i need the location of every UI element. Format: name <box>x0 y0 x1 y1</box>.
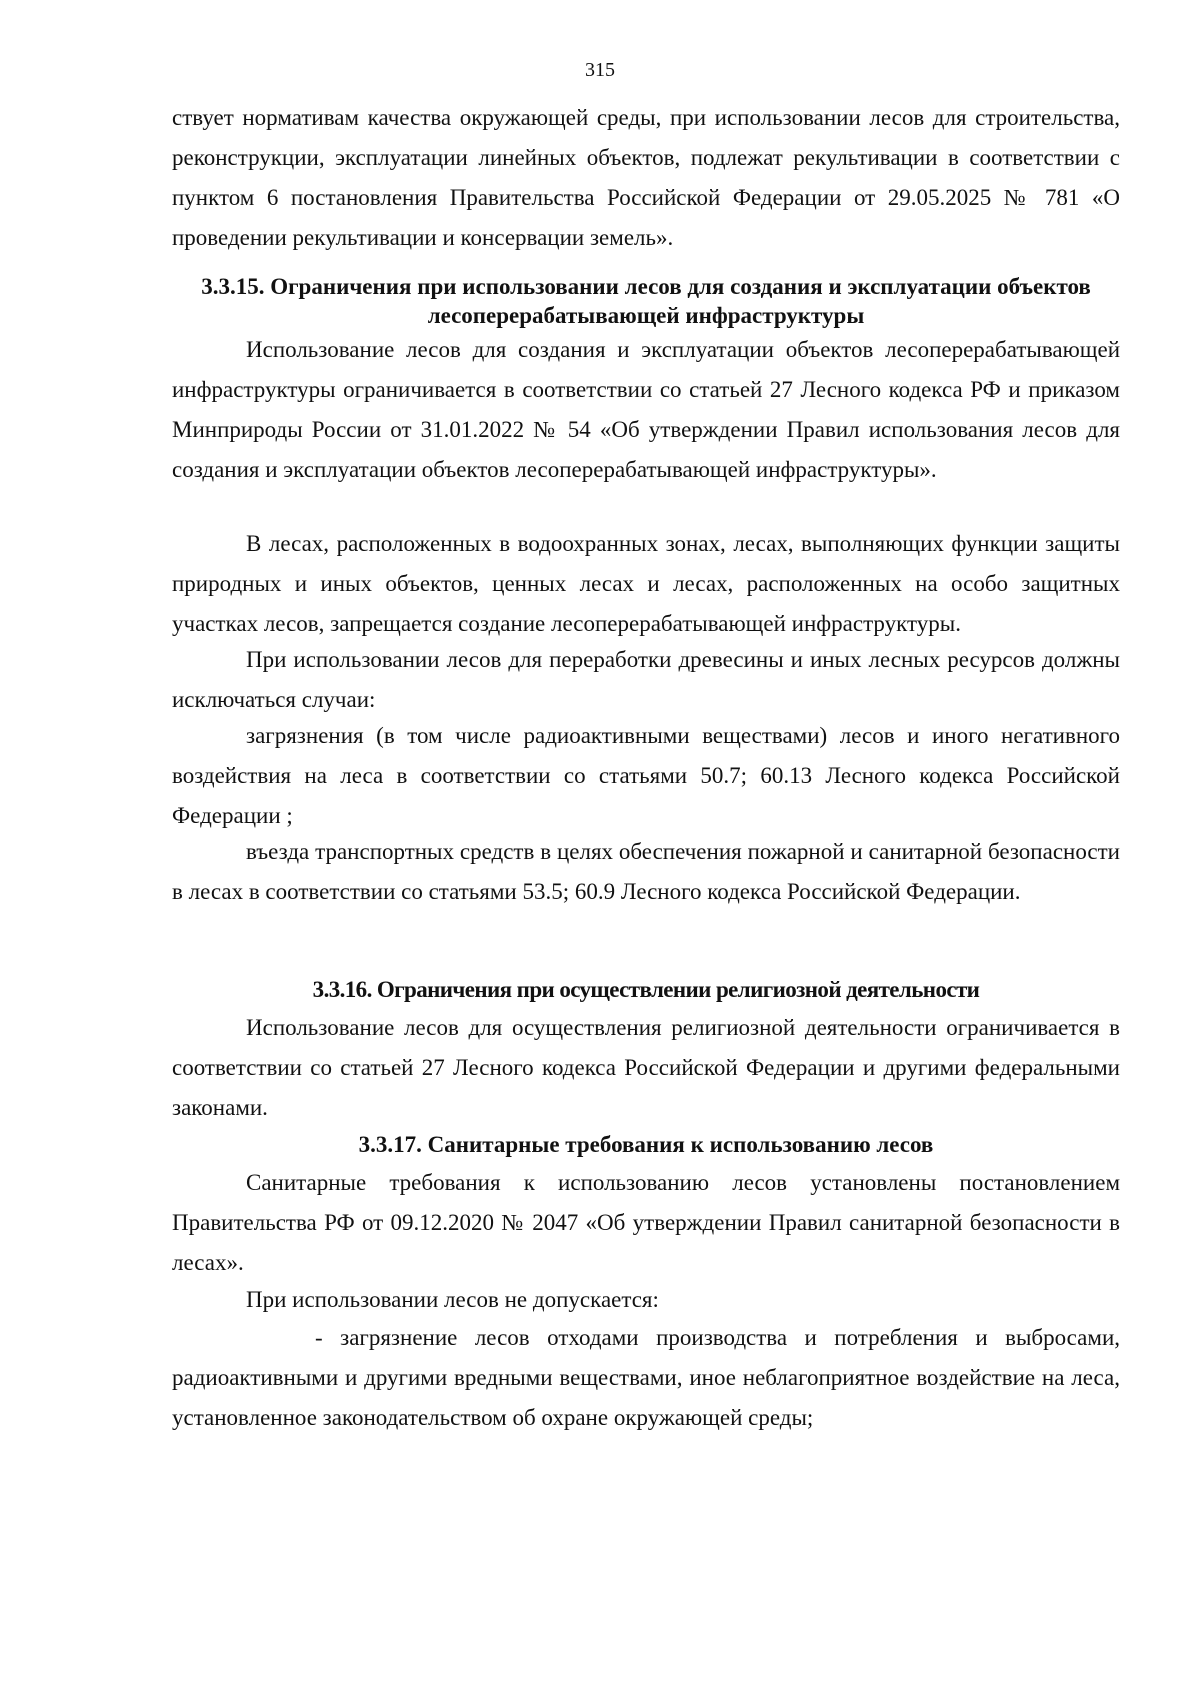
paragraph-list-item: - загрязнение лесов отходами производства и потребления и выбросами, радиоактивными и другими вредными веществами, иное неблагоприятное воздействие на леса, установленное законодательством об охране окружающей среды; <box>172 1325 1120 1430</box>
section-heading-3-3-15: 3.3.15. Ограничения при использовании лесов для создания и эксплуатации объектов лесоперерабатывающей инфраструктуры <box>201 274 1091 328</box>
paragraph-body: Использование лесов для осуществления религиозной деятельности ограничивается в соответствии со статьей 27 Лесного кодекса Российской Федерации и другими федеральными законами. <box>172 1015 1120 1120</box>
paragraph-body: При использовании лесов для переработки древесины и иных лесных ресурсов должны исключаться случаи: <box>172 647 1120 712</box>
paragraph-list-item: загрязнения (в том числе радиоактивными веществами) лесов и иного негативного воздействия на леса в соответствии со статьями 50.7; 60.13 Лесного кодекса Российской Федерации ; <box>172 723 1120 828</box>
paragraph-body: Санитарные требования к использованию лесов установлены постановлением Правительства РФ от 09.12.2020 № 2047 «Об утверждении Правил санитарной безопасности в лесах». <box>172 1170 1120 1275</box>
section-heading-3-3-16: 3.3.16. Ограничения при осуществлении религиозной деятельности <box>312 977 980 1002</box>
paragraph-continuation: ствует нормативам качества окружающей среды, при использовании лесов для строительства, реконструкции, эксплуатации линейных объектов, подлежат рекультивации в соответствии с пунктом 6 постановления Правительства Российской Федерации от 29.05.2025 № 781 «О проведении рекультивации и консервации земель». <box>172 105 1120 250</box>
paragraph-body: В лесах, расположенных в водоохранных зонах, лесах, выполняющих функции защиты природных и иных объектов, ценных лесах и лесах, расположенных на особо защитных участках лесов, запрещается создание лесоперерабатывающей инфраструктуры. <box>172 531 1120 636</box>
paragraph-list-item: въезда транспортных средств в целях обеспечения пожарной и санитарной безопасности в лесах в соответствии со статьями 53.5; 60.9 Лесного кодекса Российской Федерации. <box>172 839 1120 904</box>
paragraph-body: При использовании лесов не допускается: <box>246 1287 659 1312</box>
paragraph-body: Использование лесов для создания и эксплуатации объектов лесоперерабатывающей инфраструктуры ограничивается в соответствии со статьей 27 Лесного кодекса РФ и приказом Минприроды России от 31.01.2022 № 54 «Об утверждении Правил использования лесов для создания и эксплуатации объектов лесоперерабатывающей инфраструктуры». <box>172 337 1120 482</box>
section-heading-3-3-17: 3.3.17. Санитарные требования к использованию лесов <box>358 1132 934 1157</box>
page-number: 315 <box>585 59 615 81</box>
